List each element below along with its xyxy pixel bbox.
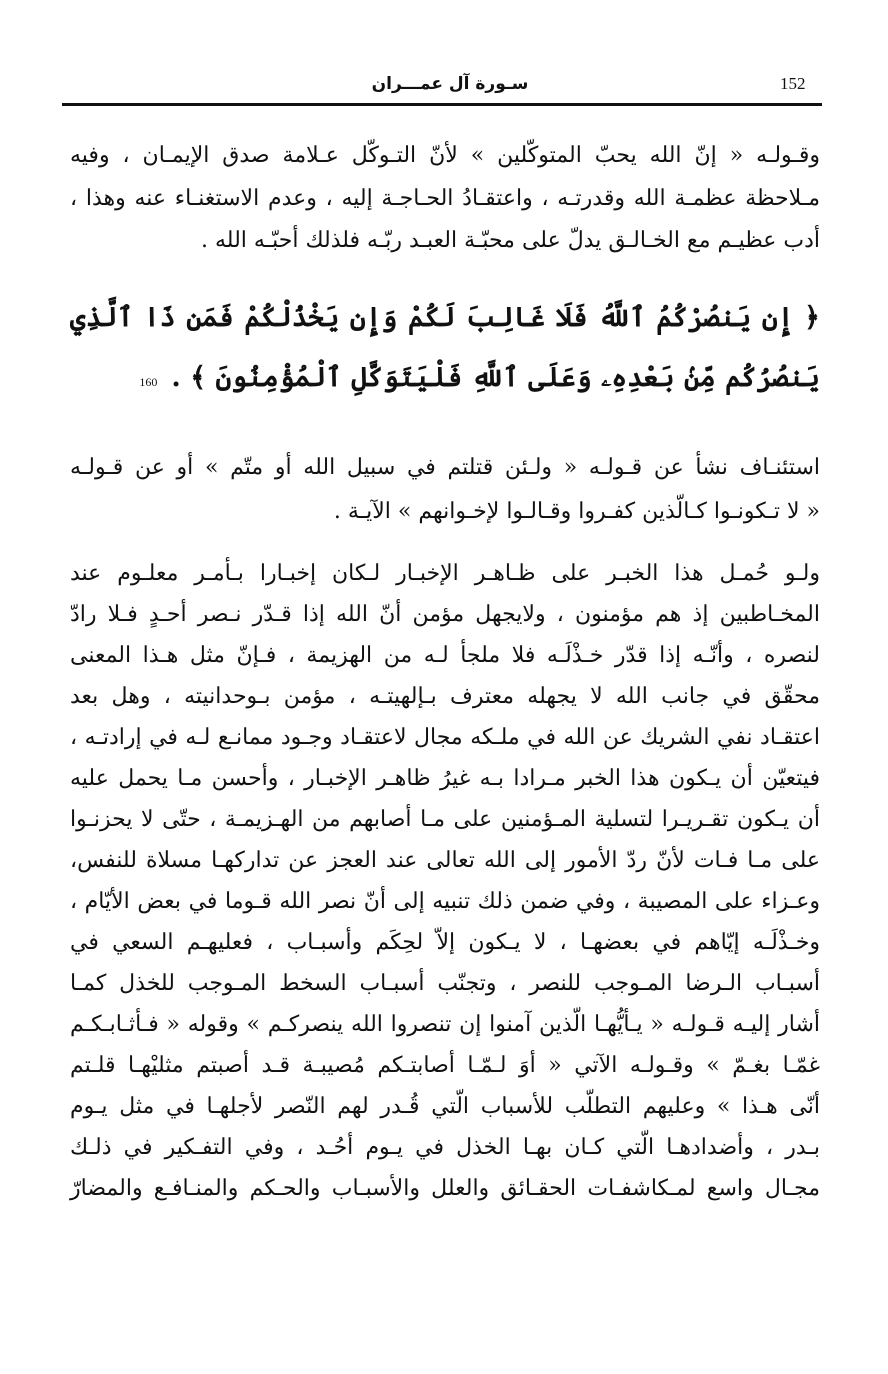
surah-title: سـورة آل عمـــران bbox=[371, 74, 529, 94]
text-line: المخـاطبين إذ هم مؤمنون ، ولايجهل مؤمن أنّ الله إذا قـدّر نـصر أحـدٍ فـلا رادّ bbox=[70, 602, 820, 627]
text-line: بـدر ، وأضدادهـا الّتي كـان بهـا الخذل في يـوم أحُـد ، وفي التفـكير في ذلـك bbox=[70, 1135, 820, 1160]
text-line: وخـذْلَـه إيّاهم في بعضهـا ، لا يـكون إلاّ لحِكَم وأسبـاب ، فعليهـم السعي في bbox=[70, 930, 820, 955]
text-line: لنصره ، وأنّـه إذا قدّر خـذْلَـه فلا ملجأ لـه من الهزيمة ، فـإنّ مثل هـذا المعنى bbox=[70, 643, 820, 668]
text-line: غمّـا بغـمّ » وقـولـه الآتي « أوَ لـمّـا أصابتـكم مُصيبـة قـد أصبتم مثليْهـا قلـتم bbox=[70, 1053, 820, 1078]
text-line: « لا تـكونـوا كـالّذين كفـروا وقـالـوا لإخـوانهم » الآيـة . bbox=[333, 499, 820, 524]
text-line: استئنـاف نشأ عن قـولـه « ولـئن قتلتم في سبيل الله أو متّم » أو عن قـولـه bbox=[70, 455, 820, 480]
text-line: وعـزاء على المصيبة ، وفي ضمن ذلك تنبيه إلى أنّ نصر الله قـوما في بعض الأيّام ، bbox=[70, 889, 820, 914]
verse-last-row bbox=[70, 356, 820, 400]
text-line: وقـولـه « إنّ الله يحبّ المتوكّلين » لأنّ التـوكّل عـلامة صدق الإيمـان ، وفيه bbox=[70, 143, 820, 168]
text-line: أشار إليـه قـولـه « يـأيُّهـا الّذين آمنوا إن تنصروا الله ينصركـم » وقوله « فـأثـابـكـم bbox=[70, 1012, 820, 1037]
text-line: محقّق في جانب الله لا يجهله معترف بـإلهيتـه ، مؤمن بـوحدانيته ، وهل بعد bbox=[70, 684, 820, 709]
text-line: ولـو حُمـل هذا الخبـر على ظـاهـر الإخبـار لـكان إخبـارا بـأمـر معلـوم عند bbox=[70, 561, 820, 586]
verse-line: ﴿ إِن يَنصُرْكُمُ ٱللَّهُ فَلَا غَالِبَ لَكُمْ وَإِن يَخْذُلْكُمْ فَمَن ذَا ٱلَّذِي bbox=[70, 302, 820, 333]
verse-line: يَنصُرُكُم مِّنۢ بَعْدِهِۦ وَعَلَى ٱللَّهِ فَلْيَتَوَكَّلِ ٱلْمُؤْمِنُونَ ﴾ . bbox=[171, 362, 820, 393]
verse-number: 160 bbox=[139, 375, 158, 389]
text-line: أسبـاب الـرضا المـوجب للنصر ، وتجنّب أسبـاب السخط المـوجب للخذل كمـا bbox=[70, 971, 820, 996]
text-line: على مـا فـات لأنّ ردّ الأمور إلى الله تعالى عند العجز عن تداركهـا مسلاة للنفس، bbox=[70, 848, 820, 873]
header-rule bbox=[62, 103, 822, 106]
text-line: اعتقـاد نفي الشريك عن الله في ملـكه مجال لاعتقـاد وجـود ممانـع لـه في إرادتـه ، bbox=[70, 725, 820, 750]
text-line: فيتعيّن أن يـكون هذا الخبر مـرادا بـه غيرُ ظاهـر الإخبـار ، وأحسن مـا يحمل عليه bbox=[70, 766, 820, 791]
text-line: مـلاحظة عظمـة الله وقدرتـه ، واعتقـادُ الحـاجـة إليه ، وعدم الاستغنـاء عنه وهذا ، bbox=[70, 186, 820, 211]
text-line: أنّى هـذا » وعليهم التطلّب للأسباب الّتي قُـدر لهم النّصر لأجلهـا في مثل يـوم bbox=[70, 1094, 820, 1119]
page-number: 152 bbox=[780, 74, 806, 93]
text-line: أدب عظيـم مع الخـالـق يدلّ على محبّـة العبـد ربّـه فلذلك أحبّـه الله . bbox=[201, 228, 820, 253]
text-line: أن يـكون تقـريـرا لتسلية المـؤمنين على مـا أصابهم من الهـزيمـة ، حتّى لا يحزنـوا bbox=[70, 807, 820, 832]
text-line: مجـال واسع لمـكاشفـات الحقـائق والعلل والأسبـاب والحـكم والمنـافـع والمضارّ bbox=[70, 1176, 820, 1201]
